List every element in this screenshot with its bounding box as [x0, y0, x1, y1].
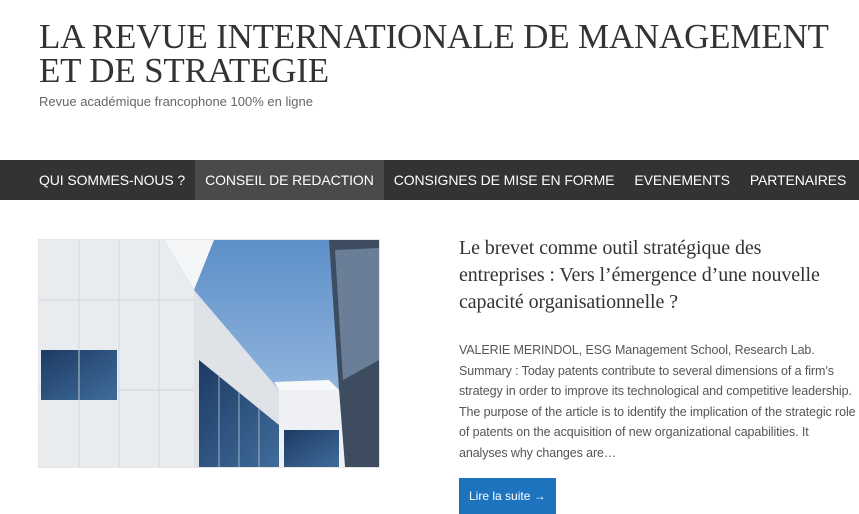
nav-item-partenaires[interactable]: PARTENAIRES	[749, 172, 847, 188]
building-photo	[39, 240, 379, 467]
nav-item-qui-sommes-nous[interactable]: QUI SOMMES-NOUS ?	[39, 172, 186, 188]
post-thumbnail[interactable]	[39, 240, 379, 467]
site-header	[39, 17, 849, 109]
nav-item-consignes[interactable]: CONSIGNES DE MISE EN FORME	[393, 172, 615, 188]
nav-item-evenements[interactable]: EVENEMENTS	[634, 172, 730, 188]
main-nav	[0, 160, 859, 200]
nav-item-conseil-de-redaction[interactable]: CONSEIL DE REDACTION	[195, 160, 384, 200]
site-title[interactable]: LA REVUE INTERNATIONALE DE MANAGEMENT ET DE STRATEGIE	[39, 17, 829, 90]
read-more-button[interactable]: Lire la suite →	[459, 478, 556, 514]
post-title[interactable]: Le brevet comme outil stratégique des entreprises : Vers l’émergence d’une nouvelle capacité organisationnelle ?	[459, 237, 820, 313]
nav-spacer	[0, 160, 29, 200]
post-excerpt: VALERIE MERINDOL, ESG Management School, Research Lab. Summary : Today patents contribute to several dimensions of a firm’s strategy in order to improve its technological and competitive leadership. The purpose of the article is to identify the implication of the strategic role of patents on the acquisition of new organizational capabilities. It analyses why changes are…	[459, 343, 856, 460]
site-tagline: Revue académique francophone 100% en ligne	[39, 94, 313, 109]
